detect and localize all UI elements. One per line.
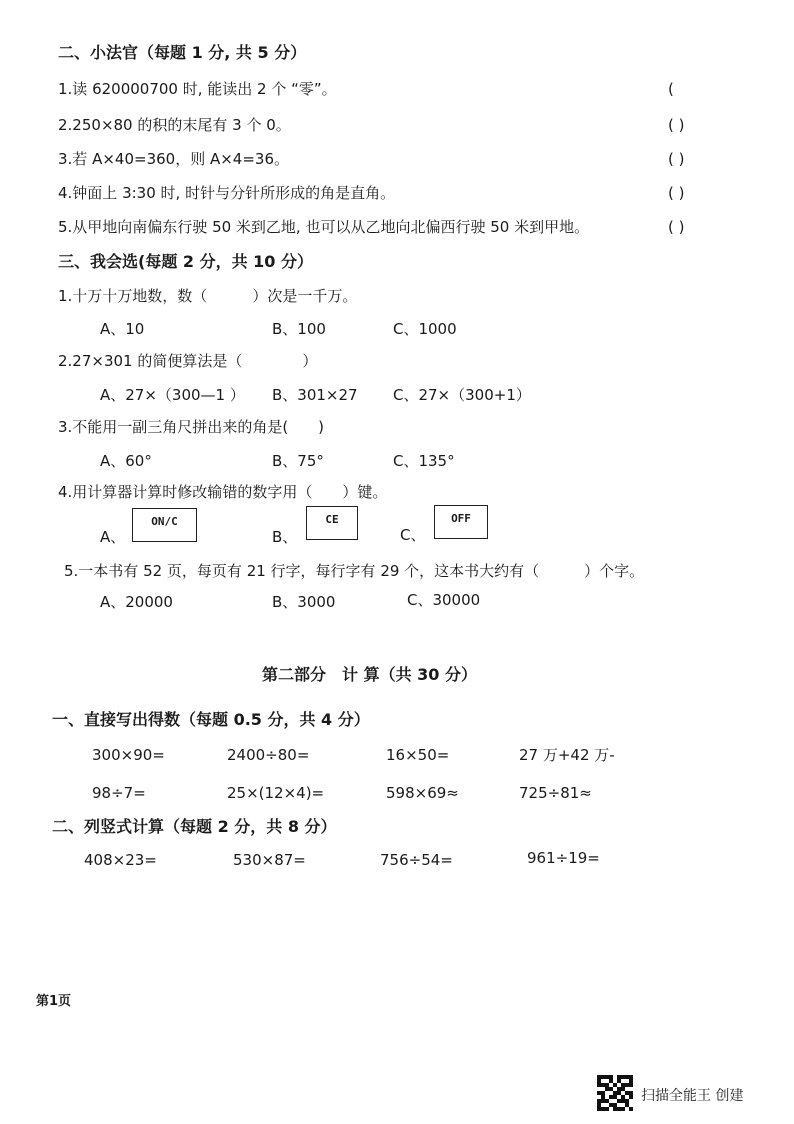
option-c[interactable]: C、135° xyxy=(393,452,455,470)
option-c[interactable]: C、1000 xyxy=(393,320,457,338)
question-text: 3.若 A×40=360，则 A×4=36。 xyxy=(58,150,289,168)
question-text: 2.27×301 的简便算法是（ ） xyxy=(58,352,318,370)
calc-problem: 16×50= xyxy=(386,746,450,764)
option-b[interactable]: B、75° xyxy=(272,452,324,470)
option-b[interactable]: B、 xyxy=(272,528,298,546)
calculator-key-on-c[interactable]: ON/C xyxy=(132,508,197,542)
answer-parenthesis[interactable]: ( ) xyxy=(668,150,685,168)
calc-problem: 25×(12×4)= xyxy=(227,784,325,802)
section-heading: 二、小法官（每题 1 分, 共 5 分） xyxy=(58,43,307,62)
calc-problem: 756÷54= xyxy=(380,851,453,869)
option-a[interactable]: A、 xyxy=(100,528,126,546)
page-number: 第1页 xyxy=(36,994,72,1009)
answer-parenthesis[interactable]: ( ) xyxy=(668,116,685,134)
calc-problem: 2400÷80= xyxy=(227,746,310,764)
calc-problem: 300×90= xyxy=(92,746,165,764)
option-c[interactable]: C、27×（300+1） xyxy=(393,386,531,404)
question-text: 2.250×80 的积的末尾有 3 个 0。 xyxy=(58,116,291,134)
option-b[interactable]: B、100 xyxy=(272,320,326,338)
answer-parenthesis[interactable]: ( ) xyxy=(668,184,685,202)
question-text: 5.从甲地向南偏东行驶 50 米到乙地, 也可以从乙地向北偏西行驶 50 米到甲地。 xyxy=(58,218,590,236)
section-heading: 二、列竖式计算（每题 2 分，共 8 分） xyxy=(52,817,337,836)
option-a[interactable]: A、60° xyxy=(100,452,152,470)
option-c[interactable]: C、 xyxy=(400,526,426,544)
qr-module xyxy=(629,1107,633,1111)
answer-parenthesis[interactable]: ( xyxy=(668,80,674,98)
question-text: 3.不能用一副三角尺拼出来的角是( ) xyxy=(58,418,325,436)
question-text: 1.十万十万地数，数（ ）次是一千万。 xyxy=(58,287,358,305)
qr-code-icon xyxy=(597,1075,633,1111)
calc-problem: 961÷19= xyxy=(527,849,600,867)
question-text: 4.用计算器计算时修改输错的数字用（ ）键。 xyxy=(58,483,388,501)
option-a[interactable]: A、10 xyxy=(100,320,145,338)
calculator-key-off[interactable]: OFF xyxy=(434,505,488,539)
question-text: 5.一本书有 52 页，每页有 21 行字，每行字有 29 个，这本书大约有（ ）个字。 xyxy=(64,562,645,580)
option-c[interactable]: C、30000 xyxy=(407,591,481,609)
scanner-brand-label: 扫描全能王 创建 xyxy=(641,1088,744,1104)
option-a[interactable]: A、27×（300—1 ） xyxy=(100,386,245,404)
calc-problem: 530×87= xyxy=(233,851,306,869)
calc-problem: 725÷81≈ xyxy=(519,784,592,802)
part-title: 第二部分 计 算（共 30 分） xyxy=(262,665,477,684)
question-text: 4.钟面上 3:30 时, 时针与分针所形成的角是直角。 xyxy=(58,184,396,202)
section-heading: 三、我会选(每题 2 分，共 10 分） xyxy=(58,252,313,271)
calc-problem: 408×23= xyxy=(84,851,157,869)
calc-problem: 598×69≈ xyxy=(386,784,459,802)
calculator-key-ce[interactable]: CE xyxy=(306,506,358,540)
calc-problem: 98÷7= xyxy=(92,784,146,802)
option-a[interactable]: A、20000 xyxy=(100,593,173,611)
option-b[interactable]: B、301×27 xyxy=(272,386,358,404)
option-b[interactable]: B、3000 xyxy=(272,593,336,611)
section-heading: 一、直接写出得数（每题 0.5 分，共 4 分） xyxy=(52,710,370,729)
answer-parenthesis[interactable]: ( ) xyxy=(668,218,685,236)
question-text: 1.读 620000700 时, 能读出 2 个 “零”。 xyxy=(58,80,337,98)
calc-problem: 27 万+42 万- xyxy=(519,746,615,764)
